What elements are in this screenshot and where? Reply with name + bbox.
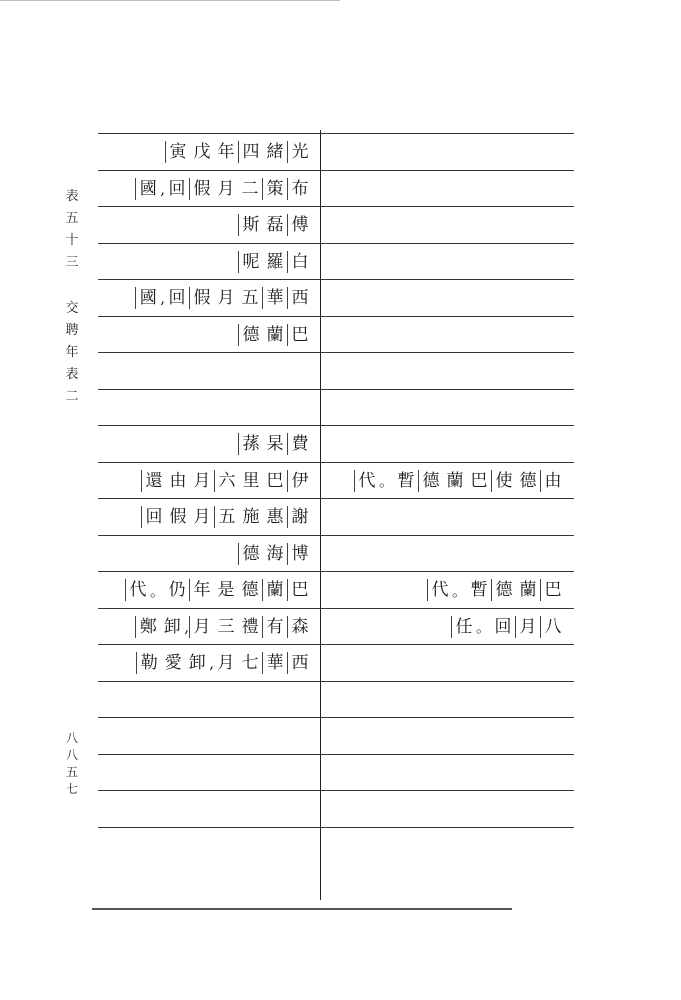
right-cell bbox=[330, 681, 565, 719]
right-cell bbox=[330, 352, 565, 390]
table-number: 表 五 十 三 bbox=[65, 189, 79, 270]
left-cell bbox=[100, 681, 312, 719]
left-cell: 德 蘭 巴 bbox=[100, 316, 312, 354]
left-cell: 還 由 月 六 里 巴 伊 bbox=[100, 462, 312, 500]
page-number: 八 八 五 七 bbox=[65, 731, 78, 796]
right-cell bbox=[330, 389, 565, 427]
left-cell: 德 海 博 bbox=[100, 535, 312, 573]
right-cell bbox=[330, 206, 565, 244]
left-cell bbox=[100, 389, 312, 427]
right-cell bbox=[330, 243, 565, 281]
left-cell: 斯 磊 傅 bbox=[100, 206, 312, 244]
bottom-rule bbox=[92, 908, 512, 910]
margin-table-label bbox=[62, 186, 82, 408]
right-cell bbox=[330, 717, 565, 755]
left-cell: 呢 羅 白 bbox=[100, 243, 312, 281]
right-cell: 代 。 暫 德 蘭 巴 使 德 由 bbox=[330, 462, 565, 500]
left-cell bbox=[100, 352, 312, 390]
left-cell: 鄭 卸 , 月 三 禮 有 森 bbox=[100, 608, 312, 646]
left-cell: 國 , 回 假 月 二 策 布 bbox=[100, 170, 312, 208]
left-cell bbox=[100, 790, 312, 828]
right-cell bbox=[330, 425, 565, 463]
right-cell: 任 。 回 月 八 bbox=[330, 608, 565, 646]
left-cell: 代 。 仍 年 是 德 蘭 巴 bbox=[100, 571, 312, 609]
top-edge-line bbox=[0, 0, 340, 1]
left-cell: 國 , 回 假 月 五 華 西 bbox=[100, 279, 312, 317]
table-title: 交 聘 年 表 二 bbox=[65, 301, 79, 404]
right-cell bbox=[330, 316, 565, 354]
right-cell bbox=[330, 133, 565, 171]
left-cell bbox=[100, 717, 312, 755]
left-cell bbox=[100, 754, 312, 792]
right-cell bbox=[330, 279, 565, 317]
right-cell bbox=[330, 790, 565, 828]
right-cell bbox=[330, 170, 565, 208]
right-cell bbox=[330, 498, 565, 536]
right-cell bbox=[330, 644, 565, 682]
left-cell: 蓀 杲 費 bbox=[100, 425, 312, 463]
left-cell: 勒 愛 卸 , 月 七 華 西 bbox=[100, 644, 312, 682]
column-divider bbox=[320, 130, 321, 900]
row-rule bbox=[98, 827, 574, 828]
left-cell: 回 假 月 五 施 惠 謝 bbox=[100, 498, 312, 536]
right-cell bbox=[330, 754, 565, 792]
right-cell: 代 。 暫 德 蘭 巴 bbox=[330, 571, 565, 609]
left-cell: 寅 戊 年 四 緒 光 bbox=[100, 133, 312, 171]
right-cell bbox=[330, 535, 565, 573]
